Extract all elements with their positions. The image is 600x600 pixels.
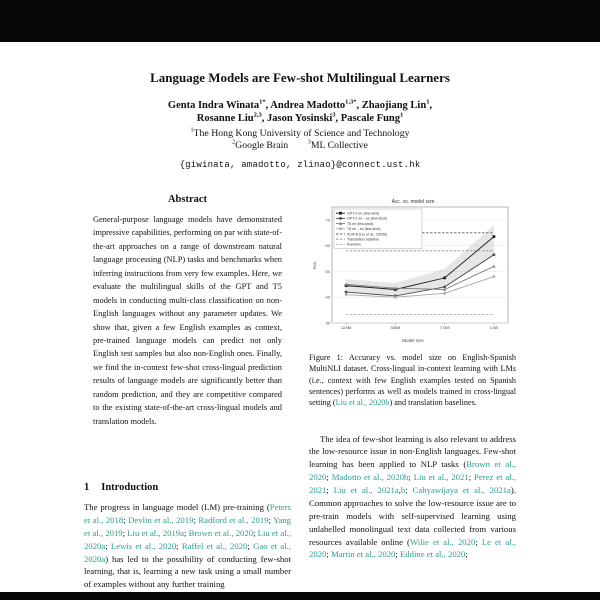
text-fragment: , Andrea Madotto bbox=[265, 100, 346, 111]
abstract-text: General-purpose language models have demonstrated impressive capabilities, performing on par with state-of-the-art approaches on a range of downstream natural language processing (NLP) tasks and benchmarks when inferring instructions from very few examples. Here, we evaluate the multilingual skills of the GPT and T5 models in conducting multi-class classification on non-English languages without any parameter updates. We show that, given a few English examples as context, pre-trained language models can predict not only English test samples but also non-English ones. Finally, we find the in-context few-shot cross-lingual prediction results of language models are significantly better than random prediction, and they are competitive compared to the existing state-of-the-art cross-lingual models and translation models. bbox=[93, 215, 282, 426]
left-column bbox=[84, 194, 291, 591]
citation-link[interactable]: Martin et al., 2020 bbox=[330, 549, 396, 560]
text-fragment: ; bbox=[183, 527, 189, 538]
section-1-heading bbox=[84, 482, 291, 493]
text-fragment: Rosanne Liu bbox=[196, 113, 254, 124]
author-line-1 bbox=[0, 99, 600, 112]
text-fragment: ). Common approaches to solve the low-resource issue are to pre-train models with self-supervised learning using unlabelled monolingual text data collected from various resources available online ( bbox=[309, 485, 516, 547]
text-fragment: ; bbox=[395, 549, 400, 560]
svg-text:1.5B: 1.5B bbox=[489, 325, 498, 331]
text-fragment: The progress in language model (LM) pre-training ( bbox=[84, 502, 270, 512]
svg-text:GPT-2 en→es (few-shot): GPT-2 en→es (few-shot) bbox=[346, 216, 387, 221]
text-fragment: ; bbox=[253, 527, 258, 538]
citation-link[interactable]: Madotto et al., 2020b bbox=[331, 472, 409, 483]
superscript-marker: 1 bbox=[190, 127, 194, 134]
text-fragment: ; bbox=[123, 514, 129, 525]
superscript-marker: 2,3 bbox=[253, 111, 262, 119]
author-line-2 bbox=[0, 112, 600, 125]
text-fragment: The Hong Kong University of Science and Technology bbox=[193, 128, 410, 139]
text-fragment: ; bbox=[468, 472, 475, 483]
paper-page bbox=[0, 42, 600, 592]
superscript-marker: 2 bbox=[232, 139, 236, 146]
text-fragment: ; bbox=[326, 485, 334, 496]
superscript-marker: 1 bbox=[426, 98, 430, 106]
citation-link[interactable]: b bbox=[400, 485, 406, 496]
svg-text:T5 en (few-shot): T5 en (few-shot) bbox=[346, 221, 373, 226]
svg-text:40: 40 bbox=[325, 294, 330, 300]
superscript-marker: 1* bbox=[259, 98, 266, 106]
text-fragment: , Zhaojiang Lin bbox=[356, 100, 427, 111]
superscript-marker: 1,3* bbox=[345, 98, 357, 106]
citation-link[interactable]: Yang et al., 2019 bbox=[84, 514, 292, 538]
text-fragment: ML Collective bbox=[310, 140, 368, 151]
text-fragment: , bbox=[398, 485, 401, 496]
affiliation-1 bbox=[0, 128, 600, 140]
svg-text:30: 30 bbox=[325, 320, 330, 326]
letterbox-top bbox=[0, 0, 600, 42]
text-fragment: ; bbox=[176, 540, 182, 551]
contact-email: {giwinata, amadotto, zlinao}@connect.ust.hk bbox=[179, 160, 421, 170]
citation-link[interactable]: Devlin et al., 2019 bbox=[128, 514, 194, 525]
text-fragment: , bbox=[429, 100, 433, 111]
affiliation-2 bbox=[0, 140, 600, 152]
citation-link[interactable]: Liu et al., 2019a bbox=[127, 527, 184, 538]
text-fragment: ) and translation baselines. bbox=[389, 398, 477, 408]
text-fragment: ; bbox=[465, 549, 468, 560]
text-fragment: ; bbox=[475, 536, 482, 547]
text-fragment: ; bbox=[122, 527, 128, 538]
citation-link[interactable]: Liu et al., 2021a bbox=[333, 485, 399, 496]
svg-text:355M: 355M bbox=[389, 325, 400, 331]
text-fragment: , Jason Yosinski bbox=[261, 113, 333, 124]
abstract-heading: Abstract bbox=[167, 194, 208, 205]
svg-text:Model size: Model size bbox=[401, 338, 424, 343]
text-fragment: ; bbox=[326, 549, 331, 560]
text-fragment: ; bbox=[326, 472, 332, 483]
svg-text:Acc. vs. model size: Acc. vs. model size bbox=[391, 199, 434, 205]
intro-paragraph bbox=[84, 501, 291, 591]
citation-link[interactable]: Brown et al., 2020 bbox=[188, 527, 254, 538]
citation-link[interactable]: Wilie et al., 2020 bbox=[409, 536, 476, 547]
svg-text:T5 en→es (few-shot): T5 en→es (few-shot) bbox=[346, 227, 381, 232]
citation-link[interactable]: Eddine et al., 2020 bbox=[399, 549, 466, 560]
text-fragment: , Pascale Fung bbox=[335, 113, 401, 124]
text-fragment: ; bbox=[408, 472, 414, 483]
letterbox-bottom bbox=[0, 592, 600, 600]
svg-text:Acc.: Acc. bbox=[311, 260, 317, 270]
citation-link[interactable]: Liu et al., 2021 bbox=[413, 472, 469, 483]
text-fragment: ; bbox=[247, 540, 254, 551]
superscript-marker: 3 bbox=[307, 139, 311, 146]
citation-link[interactable]: Raffel et al., 2020 bbox=[181, 540, 248, 551]
svg-text:Random: Random bbox=[346, 242, 361, 247]
svg-text:774M: 774M bbox=[439, 325, 450, 331]
text-fragment: Genta Indra Winata bbox=[167, 100, 260, 111]
superscript-marker: 3 bbox=[332, 111, 336, 119]
figure-1-chart bbox=[310, 194, 516, 344]
right-column bbox=[309, 194, 516, 591]
svg-text:124M: 124M bbox=[340, 325, 351, 331]
text-fragment: ; bbox=[405, 485, 413, 496]
two-column-body bbox=[84, 194, 516, 591]
text-fragment: The idea of few-shot learning is also relevant to address the low-resource issue in non-English languages. Few-shot learning has been applied to NLP tasks ( bbox=[309, 433, 516, 470]
svg-text:50: 50 bbox=[325, 268, 330, 274]
svg-text:GPT-2 en (few-shot): GPT-2 en (few-shot) bbox=[346, 211, 379, 216]
citation-link[interactable]: Perez et al., 2021 bbox=[309, 472, 516, 496]
section-title: Introduction bbox=[101, 482, 159, 493]
text-fragment: ; bbox=[193, 514, 199, 525]
text-fragment: Figure 1: Accuracy vs. model size on English-Spanish MultiNLI dataset. Cross-lingual in-context learning with LMs (i.e., context with few English examples tested on Spanish sentences) performs as well as models trained in cross-lingual setting ( bbox=[309, 353, 516, 408]
citation-link[interactable]: Cahyawijaya et al., 2021a bbox=[412, 485, 511, 496]
right-body-paragraph bbox=[309, 433, 516, 562]
text-fragment: ; bbox=[268, 514, 274, 525]
citation-link[interactable]: Radford et al., 2019 bbox=[198, 514, 269, 525]
paper-header bbox=[0, 42, 600, 170]
citation-link[interactable]: Peters et al., 2018 bbox=[84, 502, 291, 525]
paper-title: Language Models are Few-shot Multilingual Learners bbox=[150, 70, 450, 85]
citation-link[interactable]: Gao et al., 2020a bbox=[84, 540, 291, 564]
text-fragment: Google Brain bbox=[235, 140, 308, 151]
svg-text:Translation baseline: Translation baseline bbox=[346, 237, 379, 242]
figure-1-caption bbox=[309, 352, 516, 409]
svg-text:60: 60 bbox=[325, 243, 330, 249]
text-fragment: ; bbox=[105, 540, 111, 551]
citation-link[interactable]: Lewis et al., 2020 bbox=[110, 540, 177, 551]
svg-text:70: 70 bbox=[325, 217, 330, 223]
text-fragment: ) has led to the possibility of conducting few-shot learning, that is, learning a new task using a small number of examples without any further training bbox=[84, 553, 291, 590]
citation-link[interactable]: Le et al., 2020 bbox=[309, 536, 516, 560]
citation-link[interactable]: Liu et al., 2020a bbox=[84, 527, 291, 551]
citation-link[interactable]: Liu et al., 2020b bbox=[335, 398, 390, 408]
svg-text:XLM-R (Liu et al., 2020b): XLM-R (Liu et al., 2020b) bbox=[346, 232, 387, 237]
section-number: 1 bbox=[84, 482, 90, 493]
superscript-marker: 1 bbox=[400, 111, 404, 119]
citation-link[interactable]: Brown et al., 2020 bbox=[309, 459, 516, 483]
